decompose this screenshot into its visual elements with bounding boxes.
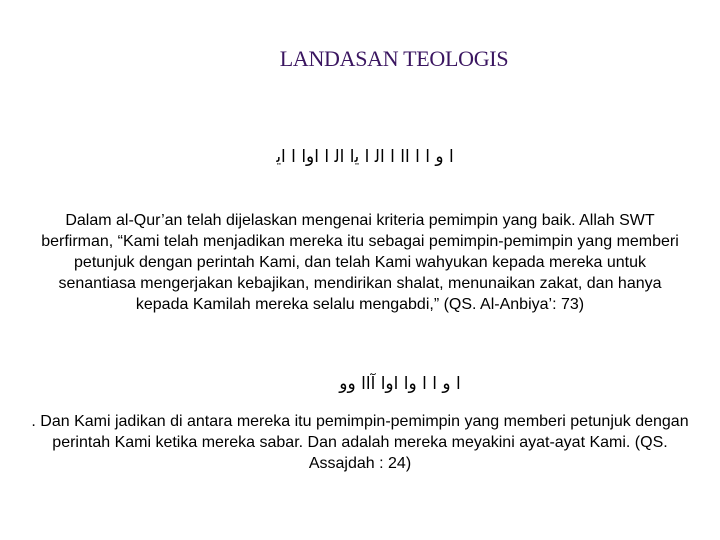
slide-title: LANDASAN TEOLOGIS	[279, 46, 509, 71]
arabic-verse-2: ﺍ ﻭ ﺍ ﺍ ﻭﺍ ﺍﻭﺍ ﺁﺍﺍ ﻭﻭ	[339, 374, 461, 394]
explanation-paragraph-1: Dalam al-Qur’an telah dijelaskan mengenai kriteria pemimpin yang baik. Allah SWT berfirman, “Kami telah menjadikan mereka itu sebagai pemimpin-pemimpin yang memberi petunjuk dengan perintah Kami, dan telah Kami wahyukan kepada mereka untuk senantiasa mengerjakan kebajikan, mendirikan shalat, menunaikan zakat, dan hanya kepada Kamilah mereka selalu mengabdi,” (QS. Al-Anbiya’: 73)	[41, 212, 679, 313]
arabic-verse-1: ﺍ ﻭ ﺍ ﺍ ﺍﺍ ﺍ ﺍﻟ ﺍ ﻳﺍ ﺍﻟ ﺍ ﺍﻭﺍ ﺍ ﺍﻳ	[276, 147, 454, 167]
explanation-paragraph-2: . Dan Kami jadikan di antara mereka itu pemimpin-pemimpin yang memberi petunjuk dengan perintah Kami ketika mereka sabar. Dan adalah mereka meyakini ayat-ayat Kami. (QS. Assajdah : 24)	[31, 413, 689, 472]
